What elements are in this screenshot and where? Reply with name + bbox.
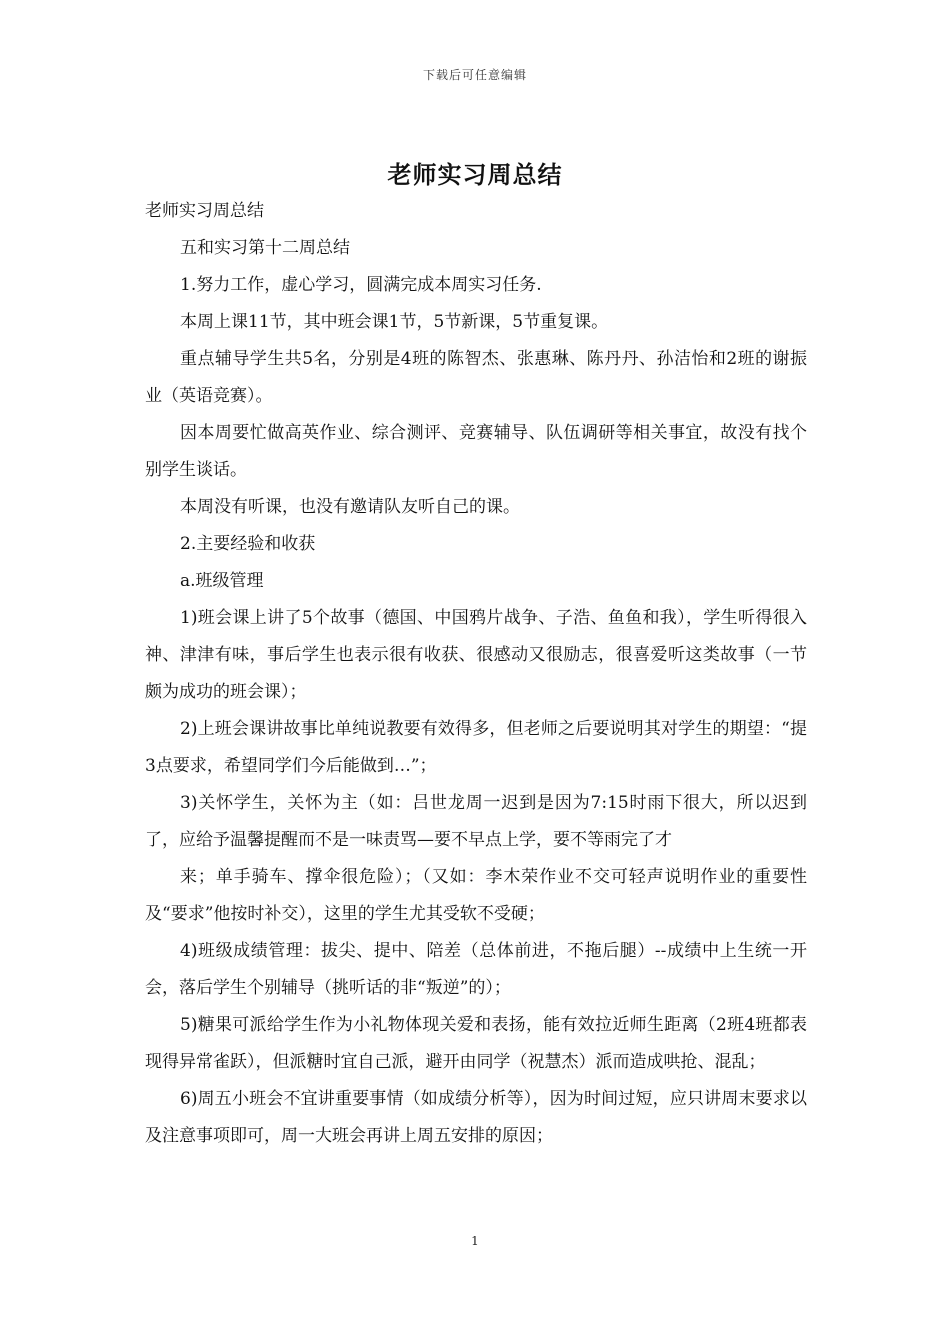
paragraph-no-talks: 因本周要忙做高英作业、综合测评、竞赛辅导、队伍调研等相关事宜，故没有找个别学生谈话。 xyxy=(145,423,807,480)
paragraph-class-management: a.班级管理 xyxy=(180,571,264,591)
paragraph-item-1: 1)班会课上讲了5个故事（德国、中国鸦片战争、子浩、鱼鱼和我），学生听得很入神、津津有味，事后学生也表示很有收获、很感动又很励志，很喜爱听这类故事（一节颇为成功的班会课）； xyxy=(145,608,807,702)
page-header-note: 下载后可任意编辑 xyxy=(422,68,527,82)
paragraph-item-4: 4)班级成绩管理：拔尖、提中、陪差（总体前进，不拖后腿）--成绩中上生统一开会，落后学生个别辅导（挑听话的非“叛逆”的）； xyxy=(145,941,807,998)
paragraph-classes: 本周上课11节，其中班会课1节，5节新课，5节重复课。 xyxy=(180,312,609,332)
page-number: 1 xyxy=(471,1234,479,1248)
paragraph-item-3: 3)关怀学生，关怀为主（如：吕世龙周一迟到是因为7:15时雨下很大，所以迟到了，应给予温馨提醒而不是一味责骂—要不早点上学，要不等雨完了才 xyxy=(145,793,807,850)
paragraph-item-6: 6)周五小班会不宜讲重要事情（如成绩分析等），因为时间过短，应只讲周末要求以及注意事项即可，周一大班会再讲上周五安排的原因； xyxy=(145,1089,807,1146)
paragraph-section-1: 1.努力工作，虚心学习，圆满完成本周实习任务. xyxy=(180,275,542,295)
paragraph-section-2: 2.主要经验和收获 xyxy=(180,534,316,554)
document-title: 老师实习周总结 xyxy=(387,161,563,189)
paragraph-item-3-continued: 来；单手骑车、撑伞很危险）；（又如：李木荣作业不交可轻声说明作业的重要性及“要求”他按时补交），这里的学生尤其受软不受硬； xyxy=(145,867,807,924)
paragraph-item-5: 5)糖果可派给学生作为小礼物体现关爱和表扬，能有效拉近师生距离（2班4班都表现得异常雀跃），但派糖时宜自己派，避开由同学（祝慧杰）派而造成哄抢、混乱； xyxy=(145,1015,807,1072)
paragraph-subtitle: 老师实习周总结 xyxy=(145,201,264,221)
paragraph-week-heading: 五和实习第十二周总结 xyxy=(180,238,350,258)
paragraph-item-2: 2)上班会课讲故事比单纯说教要有效得多，但老师之后要说明其对学生的期望：“提3点要求，希望同学们今后能做到…”； xyxy=(145,719,807,776)
document-body xyxy=(145,193,807,1155)
paragraph-tutoring: 重点辅导学生共5名，分别是4班的陈智杰、张惠琳、陈丹丹、孙洁怡和2班的谢振业（英语竞赛）。 xyxy=(145,349,807,406)
paragraph-no-observation: 本周没有听课，也没有邀请队友听自己的课。 xyxy=(180,497,520,517)
